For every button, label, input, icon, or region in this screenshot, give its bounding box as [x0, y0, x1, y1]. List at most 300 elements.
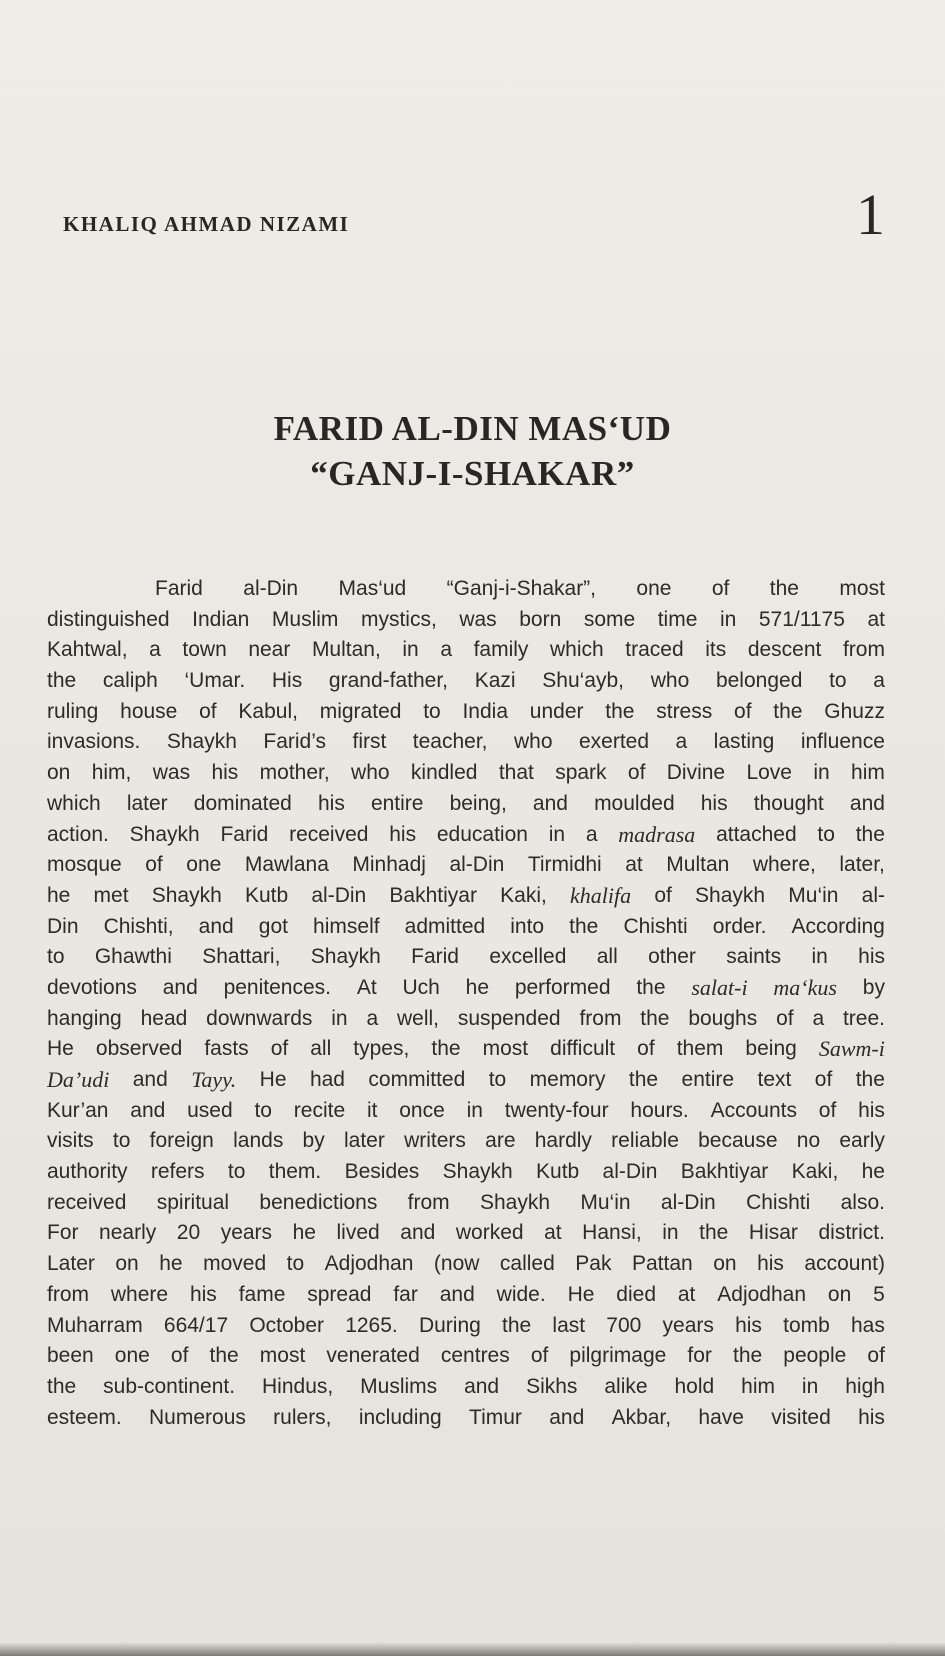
body-word: district. [818, 1221, 885, 1245]
body-word: twenty-four [504, 1098, 609, 1122]
body-word: the [640, 1006, 670, 1030]
body-word: stress [656, 699, 713, 723]
body-word: He [567, 1282, 595, 1306]
body-word: into [510, 914, 545, 938]
body-word: spread [307, 1282, 372, 1306]
body-word: excelled [489, 945, 567, 969]
body-word: town [182, 638, 227, 662]
body-word: teacher, [412, 730, 488, 754]
body-word: later, [839, 853, 885, 877]
body-line [47, 1188, 885, 1219]
body-word: penitences. [223, 975, 331, 999]
body-word: of [145, 853, 163, 877]
body-word: Sawm-i [818, 1036, 885, 1062]
body-word: by [862, 975, 885, 999]
body-word: his [700, 791, 728, 815]
body-word: and [549, 1405, 585, 1429]
body-word: Mas‘ud [338, 577, 407, 600]
body-word: He [47, 1037, 74, 1061]
body-word: got [258, 914, 288, 938]
body-word: downwards [206, 1006, 313, 1030]
body-word: in [801, 1374, 819, 1398]
body-word: memory [529, 1068, 606, 1091]
body-word: to [112, 1129, 131, 1153]
body-word: him, [91, 761, 132, 785]
body-paragraph [47, 574, 885, 1433]
body-word: attached [716, 822, 797, 846]
body-word: at [625, 853, 643, 877]
body-word: of [867, 1344, 885, 1368]
body-word: fame [238, 1282, 286, 1306]
body-word: Shaykh [310, 945, 381, 969]
body-word: died [616, 1282, 656, 1306]
body-word: visits [47, 1129, 94, 1153]
body-word: ‘Umar. [184, 669, 246, 693]
body-word: of [711, 577, 730, 600]
body-word: Kabul, [238, 699, 298, 723]
body-word: the [769, 577, 799, 600]
body-word: 5 [873, 1282, 885, 1306]
body-word: at [677, 1282, 696, 1306]
body-word: on [713, 1252, 737, 1276]
body-word: Adjodhan [324, 1252, 414, 1276]
body-word: on [115, 1252, 139, 1276]
body-word: Kaki, [500, 883, 547, 907]
body-word: Pattan [631, 1252, 693, 1276]
body-word: at [867, 607, 885, 631]
body-word: Besides [344, 1160, 420, 1184]
body-word: his [757, 1252, 784, 1276]
body-word: difficult [550, 1037, 616, 1061]
body-word: Hindus, [262, 1374, 334, 1398]
body-word: hours. [630, 1098, 689, 1122]
body-word: the [431, 1037, 461, 1061]
body-word: rulers, [273, 1405, 332, 1429]
body-word: Shaykh [166, 730, 237, 754]
body-word: in [331, 1006, 348, 1030]
body-word: Divine [666, 761, 726, 785]
body-word: Tayy. [191, 1067, 237, 1092]
body-word: the [773, 699, 803, 723]
body-word: his [211, 761, 239, 785]
body-line [47, 1372, 885, 1403]
body-word: salat-i [691, 974, 748, 1000]
body-word: one [114, 1344, 150, 1368]
chapter-title-line-1: FARID AL-DIN MAS‘UD [273, 409, 672, 448]
body-word: time [657, 607, 698, 631]
body-word: have [698, 1405, 744, 1429]
body-word: Love [746, 761, 792, 785]
body-word: him [741, 1374, 775, 1398]
chapter-title [0, 406, 945, 496]
body-word: his [858, 1405, 885, 1429]
body-word: of [270, 1037, 289, 1061]
body-word: “Ganj-i-Shakar”, [446, 577, 597, 600]
body-word: Shaykh [151, 883, 222, 907]
body-word: descent [747, 638, 822, 662]
body-word: Farid [411, 945, 459, 969]
body-line [47, 727, 885, 758]
body-word: thought [753, 791, 824, 815]
body-word: which [550, 638, 604, 662]
body-word: Kazi [474, 669, 516, 693]
body-word: his [858, 1098, 885, 1122]
body-word: and [162, 975, 198, 999]
body-line [47, 1004, 885, 1035]
body-word: mosque [47, 853, 122, 877]
body-word: a [440, 638, 453, 662]
body-word: most [839, 577, 885, 600]
body-word: India [462, 699, 509, 723]
body-line [47, 574, 885, 605]
body-line [47, 1311, 885, 1342]
body-word: Shaykh [480, 1190, 551, 1214]
body-word: tree. [842, 1006, 885, 1030]
body-word: being, [449, 791, 507, 815]
body-word: who [650, 669, 690, 693]
body-word: them [676, 1037, 724, 1061]
body-word: Farid’s [263, 730, 327, 754]
body-word: for [687, 1344, 712, 1368]
body-word: on [827, 1282, 852, 1306]
body-word: who [513, 730, 553, 754]
body-line [47, 942, 885, 973]
body-word: was [459, 607, 497, 631]
body-word: later [343, 1129, 385, 1153]
body-word: belonged [715, 669, 803, 693]
body-word: his [389, 822, 417, 846]
body-word: from [47, 1282, 89, 1306]
body-word: authority [47, 1160, 128, 1184]
body-word: fasts [204, 1037, 249, 1061]
body-word: al-Din [311, 883, 367, 907]
body-word: has [850, 1313, 885, 1337]
body-word: and [400, 1221, 436, 1245]
body-word: received [47, 1190, 127, 1214]
body-word: a [149, 638, 161, 662]
body-word: himself [313, 914, 380, 938]
body-word: he [465, 975, 489, 999]
body-word: of [170, 1344, 189, 1368]
body-word: lasting [713, 730, 775, 754]
body-word: tomb [783, 1313, 830, 1337]
body-word: in [811, 945, 828, 969]
body-word: worked [455, 1221, 524, 1245]
body-word: of [734, 699, 752, 723]
body-word: and [439, 1282, 475, 1306]
body-word: the [699, 1221, 729, 1245]
body-word: Shaykh [129, 822, 200, 846]
body-word: head [140, 1006, 188, 1030]
body-word: Mu‘in [788, 883, 839, 907]
body-word: of [776, 1006, 794, 1030]
body-word: distinguished [47, 607, 170, 631]
body-word: Indian [192, 607, 250, 631]
body-line [47, 1341, 885, 1372]
body-word: used [187, 1098, 233, 1122]
body-word: his [189, 1282, 217, 1306]
body-word: and [849, 791, 885, 815]
body-word: ruling [47, 699, 99, 723]
body-word: to [227, 1160, 246, 1184]
body-word: moved [203, 1252, 267, 1276]
body-word: (now [433, 1252, 480, 1276]
body-word: According [791, 914, 885, 938]
body-word: and [464, 1374, 500, 1398]
body-line [47, 1065, 885, 1096]
body-word: years [662, 1313, 714, 1337]
body-word: mystics, [360, 607, 437, 631]
body-word: account) [804, 1252, 885, 1276]
body-word: from [407, 1190, 450, 1214]
body-word: of [654, 883, 672, 907]
body-word: of [627, 761, 646, 785]
body-word: Tirmidhi [527, 853, 602, 877]
body-word: near [248, 638, 291, 662]
body-word: centres [440, 1344, 510, 1368]
body-line [47, 666, 885, 697]
body-word: al-Din [243, 577, 299, 600]
body-word: a [585, 822, 598, 846]
body-word: Hisar [748, 1221, 798, 1245]
body-line [47, 635, 885, 666]
body-word: it [366, 1098, 378, 1122]
body-word: 664/17 [163, 1313, 229, 1337]
body-word: During [418, 1313, 481, 1337]
body-line [47, 912, 885, 943]
body-word: admitted [404, 914, 486, 938]
body-word: Shaykh [442, 1160, 513, 1184]
body-word: madrasa [618, 821, 696, 847]
body-word: the [502, 1313, 532, 1337]
body-word: Kutb [536, 1160, 580, 1184]
body-word: nearly [99, 1221, 157, 1245]
body-word: Shattari, [202, 945, 281, 969]
body-word: 700 [606, 1313, 642, 1337]
body-word: Sikhs [526, 1374, 578, 1398]
body-word: suspended [457, 1006, 561, 1030]
body-word: Uch [402, 975, 440, 999]
body-word: the [569, 914, 599, 938]
body-word: in [402, 638, 419, 662]
body-word: because [698, 1129, 778, 1153]
body-word: Minhadj [352, 853, 426, 877]
body-word: Kutb [244, 883, 289, 907]
body-word: had [309, 1068, 345, 1091]
body-word: in [466, 1098, 483, 1122]
body-word: caliph [102, 669, 158, 693]
chapter-title-line-2: “GANJ-I-SHAKAR” [310, 454, 635, 493]
body-word: to [47, 945, 65, 969]
body-word: spark [555, 761, 607, 785]
body-word: Multan [666, 853, 730, 877]
body-word: Mu‘in [580, 1190, 631, 1214]
body-word: Bakhtiyar [680, 1160, 769, 1184]
body-word: Accounts [710, 1098, 797, 1122]
body-word: by [302, 1129, 325, 1153]
body-word: performed [514, 975, 611, 999]
body-line [47, 789, 885, 820]
body-word: Muslim [271, 607, 339, 631]
body-word: lived [336, 1221, 380, 1245]
body-line [47, 1280, 885, 1311]
body-word: and [198, 914, 234, 938]
body-word: Bakhtiyar [389, 883, 477, 907]
body-word: of [637, 1037, 655, 1061]
body-word: in [662, 1221, 679, 1245]
body-word: Farid [155, 577, 203, 600]
body-line [47, 697, 885, 728]
body-word: exerted [578, 730, 650, 754]
body-word: Shu‘ayb, [542, 669, 625, 693]
body-word: 1265. [345, 1313, 398, 1337]
body-word: all [596, 945, 618, 969]
body-word: Multan, [311, 638, 381, 662]
body-word: traced [625, 638, 684, 662]
body-word: where, [752, 853, 816, 877]
body-word: he [861, 1160, 885, 1184]
body-word: that [498, 761, 534, 785]
body-line [47, 973, 885, 1004]
body-word: benedictions [259, 1190, 378, 1214]
body-word: al-Din [449, 853, 505, 877]
body-word: one [186, 853, 222, 877]
body-word: of [814, 1068, 833, 1091]
body-word: been [47, 1344, 94, 1368]
body-word: Timur [469, 1405, 522, 1429]
body-word: some [583, 607, 636, 631]
body-word: hanging [47, 1006, 122, 1030]
body-word: 571/1175 [758, 607, 845, 631]
body-word: a [873, 669, 885, 693]
body-word: Chishti, [103, 914, 174, 938]
body-word: other [648, 945, 696, 969]
body-word: are [485, 1129, 516, 1153]
body-word: entire [370, 791, 424, 815]
body-word: Muslims [360, 1374, 438, 1398]
body-word: hardly [534, 1129, 592, 1153]
body-word: who [351, 761, 390, 785]
body-word: under [529, 699, 584, 723]
body-line [47, 1403, 885, 1434]
body-line [47, 1249, 885, 1280]
body-line [47, 820, 885, 851]
body-word: mother, [259, 761, 330, 785]
body-word: being [745, 1037, 797, 1061]
body-line [47, 1034, 885, 1065]
body-word: Numerous [149, 1405, 246, 1429]
body-word: first [352, 730, 387, 754]
body-word: kindled [410, 761, 478, 785]
body-word: refers [150, 1160, 205, 1184]
body-word: in [719, 607, 737, 631]
body-word: he [47, 883, 71, 907]
body-word: one [636, 577, 672, 600]
body-word: far [393, 1282, 418, 1306]
body-word: Later [47, 1252, 95, 1276]
body-word: years [220, 1221, 273, 1245]
body-word: ma‘kus [773, 974, 837, 1000]
body-word: reliable [611, 1129, 679, 1153]
body-word: pilgrimage [569, 1344, 667, 1368]
body-word: the [628, 1068, 659, 1091]
body-word: Din [47, 914, 79, 938]
body-word: Shaykh [695, 883, 766, 907]
body-line [47, 850, 885, 881]
body-word: to [254, 1098, 272, 1122]
chapter-number: 1 [856, 182, 885, 247]
body-word: in [548, 822, 566, 846]
body-word: His [271, 669, 303, 693]
body-word: he [159, 1252, 183, 1276]
body-word: the [47, 1374, 77, 1398]
body-word: the [855, 1068, 885, 1091]
body-word: to [423, 699, 441, 723]
body-word: Kur’an [47, 1098, 109, 1122]
body-word: foreign [149, 1129, 214, 1153]
running-head-author: KHALIQ AHMAD NIZAMI [63, 212, 350, 236]
body-word: well, [396, 1006, 439, 1030]
body-word: types, [353, 1037, 410, 1061]
body-word: early [839, 1129, 885, 1153]
body-word: Hansi, [582, 1221, 642, 1245]
body-word: met [93, 883, 129, 907]
body-word: dominated [193, 791, 292, 815]
body-word: sub-continent. [103, 1374, 236, 1398]
body-word: of [530, 1344, 549, 1368]
body-word: al-Din [602, 1160, 658, 1184]
body-word: his [317, 791, 345, 815]
body-word: khalifa [570, 882, 632, 908]
body-word: and [532, 791, 568, 815]
body-word: him [851, 761, 885, 785]
body-word: text [757, 1068, 792, 1091]
body-word: the [732, 1344, 763, 1368]
body-word: most [482, 1037, 529, 1061]
body-word: Akbar, [611, 1405, 672, 1429]
body-word: al-Din [660, 1190, 716, 1214]
body-word: at [544, 1221, 562, 1245]
body-word: Chishti [623, 914, 688, 938]
body-word: Kahtwal, [47, 638, 128, 662]
body-word: most [259, 1344, 306, 1368]
body-word: influence [800, 730, 885, 754]
body-word: migrated [319, 699, 402, 723]
body-word: he [292, 1221, 316, 1245]
body-word: of [199, 699, 217, 723]
body-word: from [842, 638, 885, 662]
body-word: the [47, 669, 77, 693]
body-word: alike [604, 1374, 648, 1398]
body-word: Pak [575, 1252, 612, 1276]
body-word: the [605, 699, 635, 723]
body-word: his [735, 1313, 762, 1337]
body-line [47, 1096, 885, 1127]
body-word: including [358, 1405, 442, 1429]
body-word: to [817, 822, 835, 846]
body-word: hold [674, 1374, 715, 1398]
body-word: which [47, 791, 101, 815]
body-word: Adjodhan [717, 1282, 807, 1306]
body-word: committed [368, 1068, 466, 1091]
body-word: on [47, 761, 71, 785]
body-word: to [488, 1068, 507, 1091]
body-word: all [310, 1037, 332, 1061]
body-word: entire [681, 1068, 735, 1091]
body-word: At [356, 975, 377, 999]
body-word: 20 [176, 1221, 201, 1245]
body-word: saints [726, 945, 782, 969]
